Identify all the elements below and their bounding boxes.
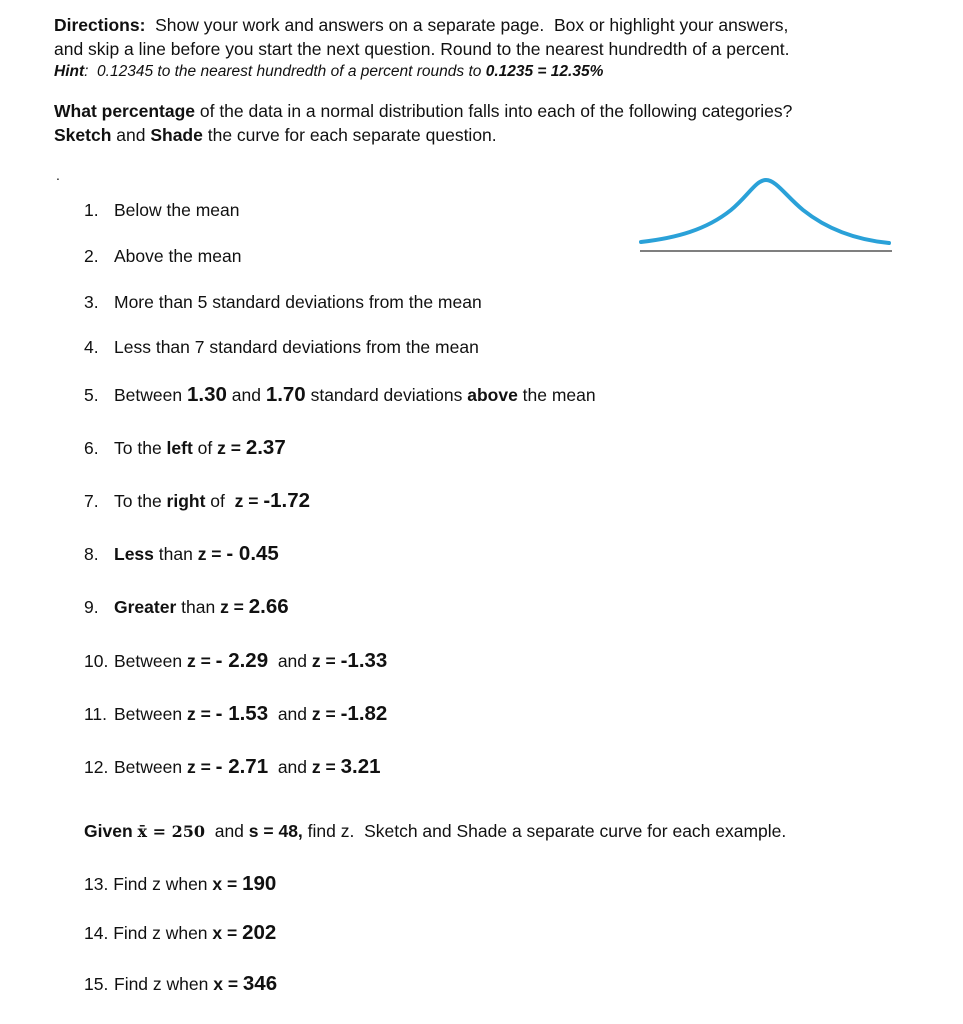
q7-text-b: right [166,491,206,511]
q12-text-a: Between [114,757,187,777]
q9-number: 9. [84,597,99,617]
q8-z: z = [197,544,227,564]
q8-text-a: Less [114,544,154,564]
question-9 [84,595,289,619]
q2-number: 2. [84,246,99,266]
q10-number: 10. [84,651,109,671]
q3-text: More than 5 standard deviations from the mean [114,292,482,312]
q12-text-b: and [268,757,312,777]
q13-number: 13. [84,874,109,894]
prompt-bold-1: What percentage [54,101,195,121]
hint-text: : 0.12345 to the nearest hundredth of a percent rounds to [84,63,486,80]
prompt-text-3: the curve for each separate question. [202,125,497,145]
q9-z: z = [220,597,249,617]
directions-label: Directions: [54,15,146,35]
prompt-text-1: of the data in a normal distribution falls into each of the following categories? [195,101,793,121]
q8-value: - 0.45 [226,542,279,565]
q7-text-c: of [205,491,235,511]
given-xbar: x̄ = 250 [137,822,205,841]
q15-x: x = [213,974,243,994]
q12-value-1: - 2.71 [215,755,269,778]
q11-z2: z = [311,704,341,724]
q5-value-2: 1.70 [265,383,306,406]
q6-text-b: left [166,438,193,458]
q9-text-a: Greater [114,597,177,617]
hint-line [54,63,603,81]
q10-z2: z = [311,651,341,671]
q11-number: 11. [84,704,108,724]
q4-text: Less than 7 standard deviations from the mean [114,337,479,357]
q13-text-a: Find z when [108,874,213,894]
q14-value: 202 [242,921,277,944]
q14-text-a: Find z when [108,923,213,943]
q6-text-c: of [192,438,218,458]
q12-z2: z = [311,757,341,777]
q8-text-b: than [153,544,198,564]
given-label: Given [84,821,138,841]
q3-number: 3. [84,292,99,312]
q11-z1: z = [186,704,216,724]
q7-value: -1.72 [263,489,311,512]
q15-text-a: Find z when [114,974,214,994]
q15-value: 346 [242,972,278,995]
prompt-line-2 [54,123,497,147]
question-6 [84,436,286,460]
hint-answer: 0.1235 = 12.35% [485,63,604,80]
q1-number: 1. [84,200,99,220]
question-5 [84,383,596,407]
q6-number: 6. [84,438,99,458]
question-15 [84,972,277,996]
question-3 [84,292,482,313]
question-14 [84,921,276,945]
q10-text-b: and [268,651,312,671]
q5-text-c: standard deviations [305,385,468,405]
q10-value-1: - 2.29 [215,649,269,672]
q13-value: 190 [242,872,277,895]
given-line [84,821,786,842]
q12-number: 12. [84,757,109,777]
question-12 [84,755,381,779]
question-1 [84,200,240,221]
q5-text-e: the mean [517,385,596,405]
q4-number: 4. [84,337,99,357]
prompt-line-1 [54,99,792,123]
q14-x: x = [212,923,243,943]
question-4 [84,337,479,358]
q2-text: Above the mean [114,246,242,266]
q5-text-d: above [467,385,518,405]
q11-value-2: -1.82 [340,702,388,725]
q7-z: z = [234,491,264,511]
q5-number: 5. [84,385,99,405]
q12-z1: z = [186,757,216,777]
q7-number: 7. [84,491,99,511]
hint-label: Hint [54,63,85,80]
question-7 [84,489,310,513]
question-8 [84,542,279,566]
directions-line-1 [54,13,788,37]
q13-x: x = [212,874,243,894]
directions-line-2: and skip a line before you start the next question. Round to the nearest hundredth of a percent. [54,39,790,59]
prompt-text-2: and [111,125,151,145]
q6-value: 2.37 [245,436,286,459]
q1-text: Below the mean [114,200,240,220]
prompt-bold-3: Shade [150,125,203,145]
q11-value-1: - 1.53 [215,702,269,725]
q7-text-a: To the [114,491,167,511]
q8-number: 8. [84,544,99,564]
q10-text-a: Between [114,651,187,671]
bell-curve [641,180,889,243]
given-text-c: find z. Sketch and Shade a separate curve for each example. [302,821,787,841]
q12-value-2: 3.21 [340,755,381,778]
question-11 [84,702,387,726]
q5-text-a: Between [114,385,187,405]
prompt-bold-2: Sketch [54,125,112,145]
q11-text-a: Between [114,704,187,724]
q10-z1: z = [186,651,216,671]
directions-text-1: Show your work and answers on a separate page. Box or highlight your answers, [145,15,789,35]
q5-value-1: 1.30 [186,383,227,406]
question-10 [84,649,387,673]
question-2 [84,246,241,267]
q5-text-b: and [226,385,266,405]
question-13 [84,872,276,896]
stray-dot: . [56,167,60,183]
given-s: s = 48, [248,821,303,841]
q14-number: 14. [84,923,109,943]
q9-text-b: than [176,597,221,617]
q15-number: 15. [84,974,109,994]
q11-text-b: and [268,704,312,724]
q10-value-2: -1.33 [340,649,388,672]
given-text-b: and [204,821,249,841]
q6-text-a: To the [114,438,167,458]
q6-z: z = [217,438,246,458]
q9-value: 2.66 [248,595,289,618]
normal-curve-figure [636,172,896,272]
